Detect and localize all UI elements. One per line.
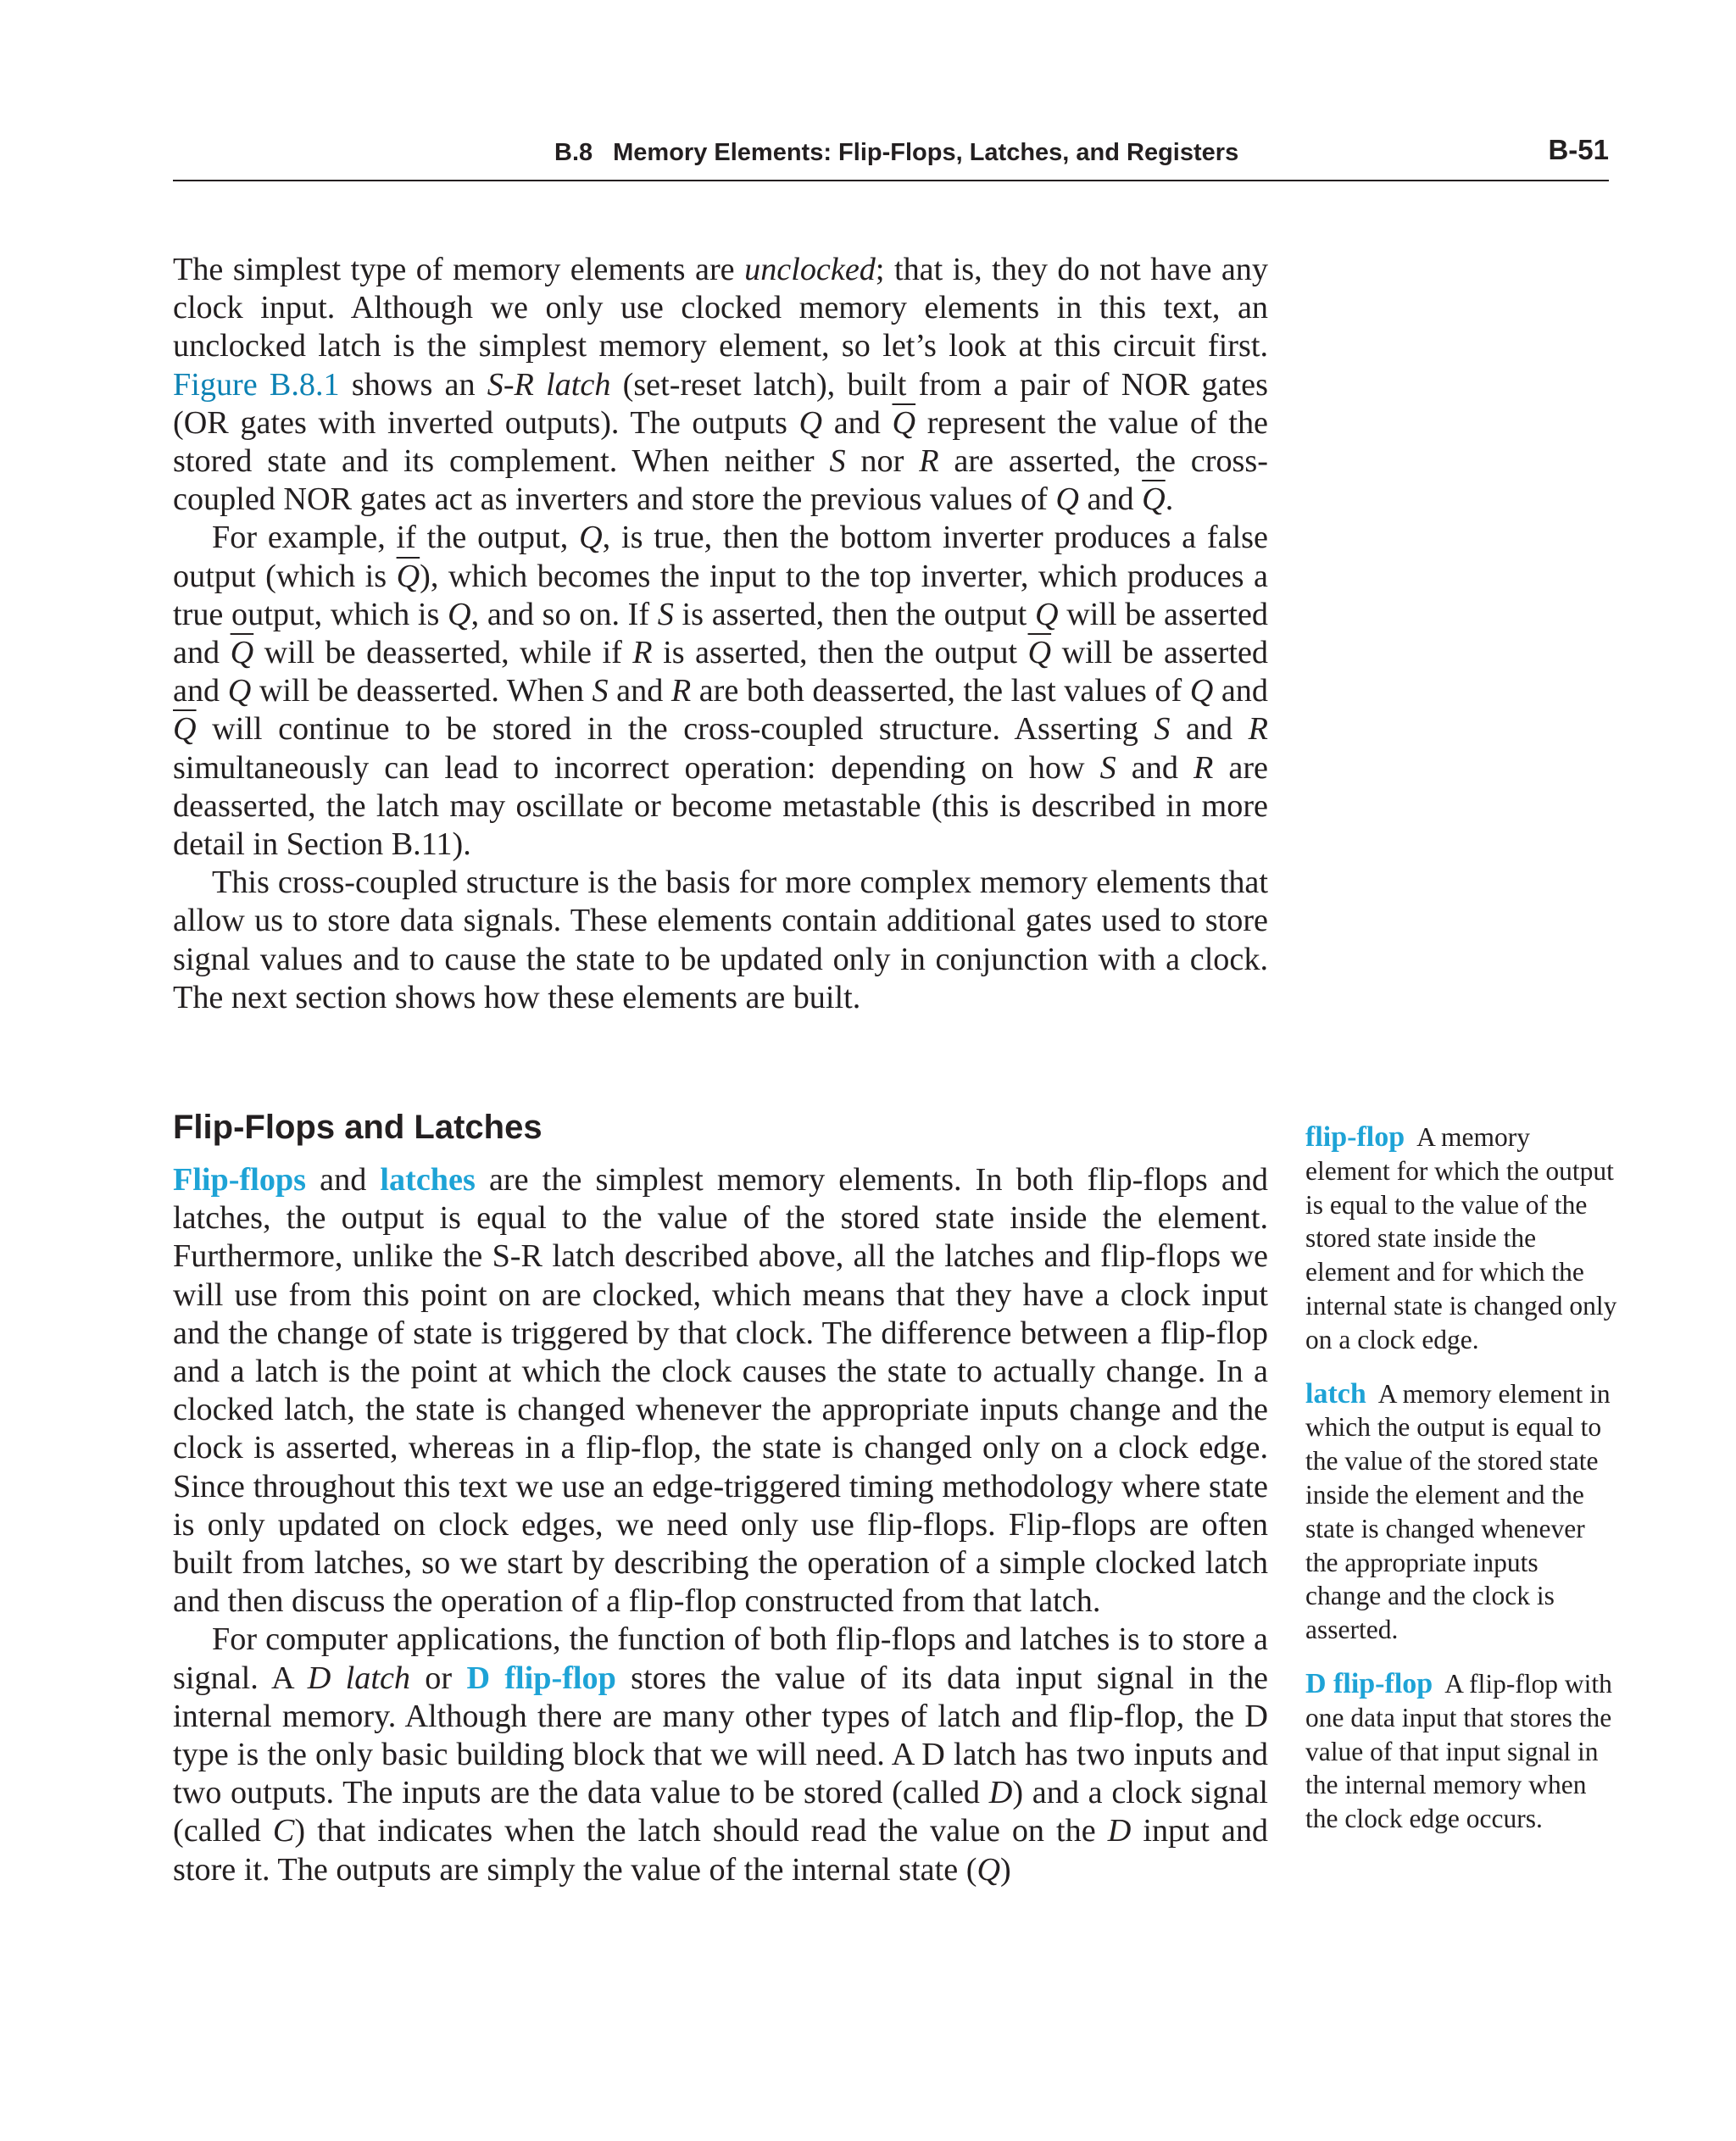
text: are deasserted, the latch may oscillate or become metastable (this is described in more detail in Section B.11). [173, 749, 1268, 863]
var-q: Q [1055, 481, 1079, 518]
var-s: S [1154, 711, 1171, 748]
glossary-definition: A memory element in which the output is equal to the value of the stored state inside the element and the state is changed whenever the appropriate inputs change and the clock is asserted. [1305, 1378, 1611, 1645]
var-q-bar: $\overline{Q}$ [1142, 481, 1166, 518]
var-r: R [1248, 711, 1268, 748]
term-d-flip-flop: D flip-flop [466, 1660, 616, 1696]
var-q-bar: $\overline{Q}$ [892, 404, 916, 441]
text: The simplest type of memory elements are [173, 252, 745, 287]
text: ) that indicates when the latch should read the value on the [294, 1813, 1108, 1849]
text: and [306, 1162, 381, 1198]
text: . [1165, 481, 1174, 518]
glossary-entry [1305, 1667, 1619, 1836]
text: and [1078, 481, 1143, 518]
var-d: D [988, 1775, 1013, 1811]
text: represent the value of the stored state and its complement. When neither [173, 404, 1268, 480]
text: will be deasserted, while if [253, 635, 633, 671]
glossary-margin [1305, 1121, 1619, 1856]
glossary-definition: A flip-flop with one data input that stores the value of that input signal in the internal memory when the clock edge occurs. [1305, 1668, 1612, 1834]
var-r: R [632, 635, 653, 671]
running-head [173, 129, 1609, 181]
var-s: S [1099, 749, 1116, 786]
text: will be asserted and [173, 596, 1268, 671]
text: For example, if the output, [212, 520, 580, 556]
emphasis: unclocked [744, 252, 876, 287]
var-q: Q [227, 673, 252, 709]
text: stores the value of its data input signal in the internal memory. Although there are many other types of latch and flip-flop, the D type is the only basic building block that we will need. A D latch has two inputs and two outputs. The inputs are the data value to be stored (called [173, 1660, 1268, 1811]
text: , is true, then the bottom inverter produces a false output (which is [173, 520, 1268, 594]
text: or [410, 1660, 467, 1696]
text: and [608, 673, 671, 709]
paragraph-cross-coupled: This cross-coupled structure is the basis for more complex memory elements that allow us to store data signals. These elements contain additional gates used to store signal values and to cause the state to be updated only in conjunction with a clock. The next section shows how these elements are built. [173, 865, 1268, 1015]
emphasis: D latch [307, 1660, 410, 1696]
glossary-term: D flip-flop [1305, 1667, 1433, 1699]
text: are both deasserted, the last values of [691, 673, 1190, 709]
var-s: S [592, 673, 609, 709]
term-latches: latches [380, 1162, 476, 1198]
section-title-text: Memory Elements: Flip-Flops, Latches, and Registers [613, 139, 1239, 166]
text: nor [845, 443, 920, 480]
section-heading: Flip-Flops and Latches [173, 1109, 542, 1146]
glossary-entry [1305, 1377, 1619, 1647]
var-q-bar: $\overline{Q}$ [173, 711, 197, 748]
paragraph-d-latch [173, 1621, 1268, 1888]
figure-link[interactable]: Figure B.8.1 [173, 366, 340, 403]
text: is asserted, then the output [652, 635, 1028, 671]
glossary-entry [1305, 1121, 1619, 1357]
text: will be asserted and [173, 635, 1268, 709]
var-q-bar: $\overline{Q}$ [396, 558, 420, 594]
text: input and store it. The outputs are simply the value of the internal state ( [173, 1813, 1269, 1888]
text: For computer applications, the function of both flip-flops and latches is to store a signal. A [173, 1621, 1268, 1696]
var-d: D [1107, 1813, 1132, 1849]
text: ) and a clock signal (called [173, 1775, 1269, 1849]
var-r: R [1193, 749, 1214, 786]
text: simultaneously can lead to incorrect operation: depending on how [173, 749, 1100, 786]
text: are asserted, the cross-coupled NOR gates act as inverters and store the previous values of [173, 443, 1269, 518]
term-flip-flops: Flip-flops [173, 1162, 307, 1198]
var-q: Q [1189, 673, 1214, 709]
var-q-bar: $\overline{Q}$ [230, 635, 254, 671]
var-r: R [919, 443, 939, 480]
text: ) [1000, 1851, 1011, 1888]
var-r: R [670, 673, 692, 709]
paragraph-unclocked [173, 251, 1268, 519]
var-q: Q [579, 520, 603, 556]
var-s: S [829, 443, 846, 480]
glossary-term: latch [1305, 1377, 1366, 1410]
text: and [822, 404, 893, 441]
text: is asserted, then the output [673, 596, 1035, 632]
page-number: B-51 [1548, 134, 1609, 165]
text: and [1213, 673, 1268, 709]
text: will be deasserted. When [251, 673, 593, 709]
glossary-term: flip-flop [1305, 1121, 1405, 1153]
var-q: Q [1034, 596, 1059, 632]
text: (set-reset latch), built from a pair of NOR gates (OR gates with inverted outputs). The outputs [173, 366, 1268, 441]
var-q: Q [798, 404, 823, 441]
paragraph-example [173, 519, 1268, 864]
text: and [1116, 749, 1194, 786]
body-text-lower [173, 1161, 1268, 1889]
section-number: B.8 [554, 139, 593, 166]
glossary-definition: A memory element for which the output is equal to the value of the stored state inside the element and for which the internal state is changed only on a clock edge. [1305, 1122, 1617, 1354]
text: will continue to be stored in the cross-coupled structure. Asserting [196, 711, 1155, 748]
text: ), which becomes the input to the top inverter, which produces a true output, which is [173, 558, 1268, 632]
text: ; that is, they do not have any clock input. Although we only use clocked memory elements in this text, an unclocked latch is the simplest memory element, so let’s look at this circuit first. [173, 252, 1268, 364]
paragraph-flipflops [173, 1161, 1268, 1621]
var-s: S [657, 596, 674, 632]
text: and [1170, 711, 1249, 748]
var-c: C [272, 1813, 295, 1849]
body-text-upper [173, 251, 1268, 1017]
var-q: Q [448, 596, 471, 632]
var-q-bar: $\overline{Q}$ [1027, 635, 1052, 671]
var-q: Q [976, 1851, 1001, 1888]
section-title [554, 139, 1238, 167]
emphasis: S-R latch [487, 366, 611, 403]
text: are the simplest memory elements. In both flip-flops and latches, the output is equal to the value of the stored state inside the element. Furthermore, unlike the S-R latch described above, all the latches and flip-flops we will use from this point on are clocked, which means that they have a clock input and the change of state is triggered by that clock. The difference between a flip-flop and a latch is the point at which the clock causes the state to actually change. In a clocked latch, the state is changed whenever the appropriate inputs change and the clock is asserted, whereas in a flip-flop, the state is changed only on a clock edge. Since throughout this text we use an edge-triggered timing methodology where state is only updated on clock edges, we need only use flip-flops. Flip-flops are often built from latches, so we start by describing the operation of a simple clocked latch and then discuss the operation of a flip-flop constructed from that latch. [173, 1162, 1269, 1620]
text: , and so on. If [470, 596, 658, 632]
text: shows an [339, 366, 487, 403]
